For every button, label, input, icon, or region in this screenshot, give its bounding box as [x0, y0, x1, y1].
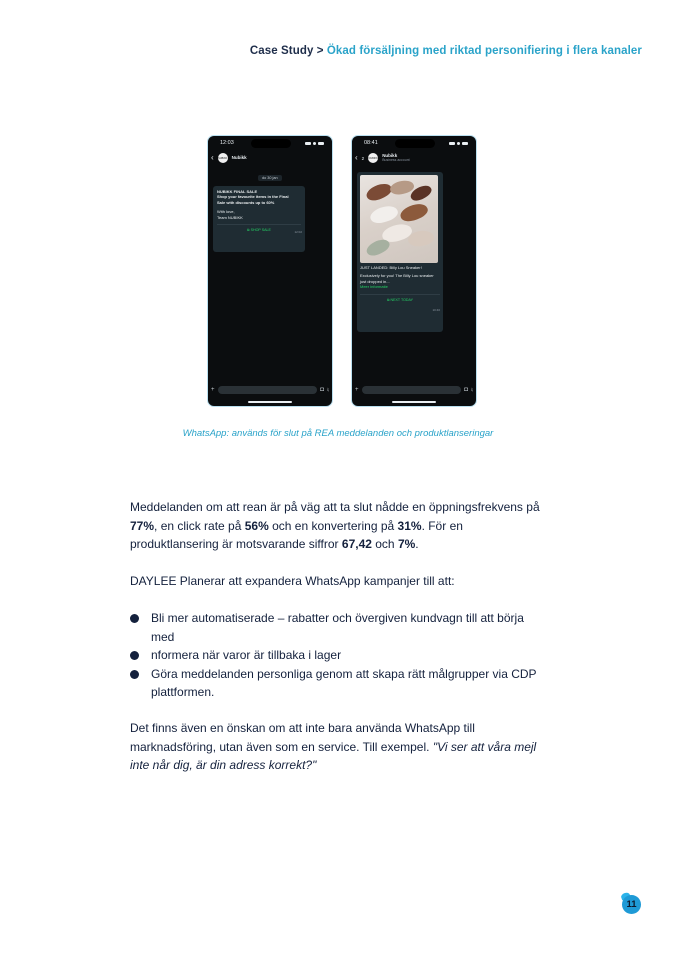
message-line: Sale with discounts up to 60% [217, 199, 275, 205]
list-item [130, 665, 550, 702]
message-time: 10:40 [432, 308, 440, 312]
bullet-icon [130, 651, 139, 660]
next-today-button [360, 294, 440, 303]
chat-header [208, 151, 332, 165]
external-link-icon: ⧉ [247, 227, 251, 232]
page-number: 11 [622, 895, 641, 914]
message-time: 12:02 [294, 230, 302, 234]
message-input-bar [211, 385, 329, 395]
avatar: NUBIKK [368, 153, 378, 163]
date-chip: do 30 jan [258, 175, 282, 181]
contact-name: Nubikk [382, 152, 398, 158]
list-item [130, 609, 550, 646]
message-signoff: With love, [217, 209, 235, 215]
wifi-icon [313, 142, 316, 145]
list-item-text: Bli mer automatiserade – rabatter och övergiven kundvagn till att börja med [151, 611, 524, 644]
stat-conversion: 31% [397, 518, 422, 533]
status-icons [305, 142, 324, 145]
wifi-icon [457, 142, 460, 145]
sneaker-photo [360, 175, 438, 263]
battery-icon [462, 142, 468, 145]
status-icons [449, 142, 468, 145]
list-item-text: nformera när varor är tillbaka i lager [151, 648, 342, 662]
paragraph-plans: DAYLEE Planerar att expandera WhatsApp kampanjer till att: [130, 574, 455, 588]
status-bar [220, 139, 324, 147]
chat-header [352, 151, 476, 165]
contact-info [232, 156, 247, 161]
breadcrumb-parent: Case Study [249, 45, 314, 57]
paragraph-service [130, 719, 550, 775]
camera-icon: ◘ [320, 387, 324, 393]
bullet-icon [130, 614, 139, 623]
unread-count: 2 [361, 155, 365, 161]
stat-open-rate: 77% [130, 518, 155, 533]
message-headline: JUST LANDED: Billy Lou Sneaker! [360, 265, 422, 270]
back-chevron-icon: ‹ [211, 153, 214, 162]
signal-icon [449, 142, 455, 145]
battery-icon [318, 142, 324, 145]
status-bar [364, 139, 468, 147]
message-input-bar [355, 385, 473, 395]
contact-info [382, 154, 409, 163]
paragraph-results [130, 498, 550, 554]
stat-launch-2: 7% [397, 537, 416, 551]
plan-list [130, 609, 550, 702]
phone-screenshot-final-sale [207, 135, 333, 407]
plus-icon: + [211, 387, 215, 393]
microphone-icon: ♮ [470, 387, 473, 394]
stat-launch-1: 67,42 [341, 537, 372, 551]
message-bubble [213, 186, 305, 252]
phone-screenshot-product-launch [351, 135, 477, 407]
shop-sale-button [217, 224, 301, 233]
message-title: NUBIKK FINAL SALE [217, 189, 258, 194]
signal-icon [305, 142, 311, 145]
message-input-field [362, 386, 462, 394]
shop-sale-label: SHOP SALE [250, 227, 271, 232]
status-time: 12:03 [220, 140, 234, 146]
home-indicator [392, 401, 436, 403]
home-indicator [248, 401, 292, 403]
breadcrumb-current: Ökad försäljning med riktad personifiering i flera kanaler [326, 45, 642, 57]
text-run: och en konvertering på [268, 518, 398, 533]
breadcrumb [250, 45, 642, 57]
avatar: NUBIKK [218, 153, 228, 163]
message-link: Meer informatie [360, 284, 388, 290]
stat-click-rate: 56% [244, 518, 269, 533]
message-line: Shop your favourite items in the Final [217, 194, 289, 200]
figure-caption: WhatsApp: används för slut på REA meddelanden och produktlanseringar [182, 428, 494, 439]
list-item-text: Göra meddelanden personliga genom att skapa rätt målgrupper via CDP plattformen. [151, 666, 537, 699]
status-time: 08:41 [364, 140, 378, 146]
message-bubble [357, 172, 443, 332]
breadcrumb-separator: > [316, 45, 324, 57]
next-today-label: NEXT TODAY [390, 297, 414, 302]
text-run: Det finns även en önskan om att inte bara använda WhatsApp till marknadsföring, utan även som en service. Till exempel. [130, 721, 475, 754]
plus-icon: + [355, 387, 359, 393]
external-link-icon: ⧉ [386, 297, 391, 302]
camera-icon: ◘ [464, 387, 468, 393]
quote: "Vi ser att våra mejl inte når dig, är din adress korrekt?" [130, 739, 537, 772]
microphone-icon: ♮ [326, 387, 329, 394]
bullet-icon [130, 670, 139, 679]
text-run: , en click rate på [154, 518, 245, 533]
contact-subtitle: Business account [382, 157, 410, 162]
text-run: och [371, 537, 398, 551]
list-item [130, 646, 550, 665]
text-run: Meddelanden om att rean är på väg att ta slut nådde en öppningsfrekvens på [130, 500, 540, 514]
message-body: Exclusively for you! The Billy Lou sneaker just dropped in... [360, 273, 434, 284]
message-signoff: Team NUBIKK [217, 214, 243, 220]
contact-name: Nubikk [231, 154, 247, 160]
text-run: . För en produktlansering är motsvarande siffror [130, 518, 463, 551]
text-run: . [415, 537, 419, 551]
back-chevron-icon: ‹ [355, 153, 358, 162]
message-input-field [218, 386, 318, 394]
